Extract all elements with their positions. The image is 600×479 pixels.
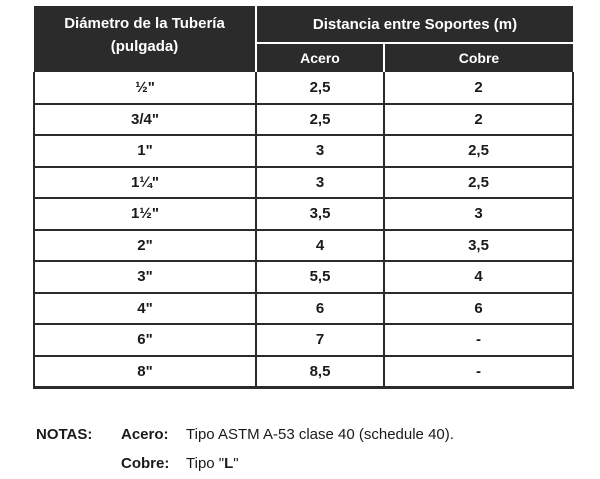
copper-header: Cobre <box>384 43 573 72</box>
notes-steel-key: Acero: <box>121 426 169 443</box>
steel-cell: 8,5 <box>256 356 384 388</box>
notes-steel-value: Tipo ASTM A-53 clase 40 (schedule 40). <box>186 426 454 443</box>
steel-cell: 5,5 <box>256 261 384 293</box>
diameter-header <box>34 6 256 72</box>
steel-cell: 2,5 <box>256 104 384 136</box>
notes-copper-key: Cobre: <box>121 455 170 472</box>
notes-label: NOTAS: <box>36 426 93 443</box>
notes-copper-type: L <box>224 455 234 472</box>
table-row <box>34 230 573 262</box>
diameter-cell: 1" <box>34 135 256 167</box>
copper-cell: 2,5 <box>384 167 573 199</box>
copper-cell: 6 <box>384 293 573 325</box>
steel-header: Acero <box>256 43 384 72</box>
table-row <box>34 104 573 136</box>
copper-cell: - <box>384 324 573 356</box>
diameter-cell: 1½" <box>34 198 256 230</box>
copper-cell: 3,5 <box>384 230 573 262</box>
diameter-cell: 8" <box>34 356 256 388</box>
table-row <box>34 356 573 388</box>
copper-cell: 3 <box>384 198 573 230</box>
table-row <box>34 72 573 104</box>
diameter-cell: ½" <box>34 72 256 104</box>
steel-cell: 3,5 <box>256 198 384 230</box>
notes-copper-value <box>186 455 239 472</box>
pipe-support-table <box>33 6 574 389</box>
table-row <box>34 135 573 167</box>
table-row <box>34 293 573 325</box>
steel-cell: 4 <box>256 230 384 262</box>
table-row <box>34 261 573 293</box>
diameter-cell: 4" <box>34 293 256 325</box>
table-row <box>34 167 573 199</box>
diameter-cell: 3" <box>34 261 256 293</box>
notes-copper-prefix: Tipo " <box>186 455 225 472</box>
copper-cell: 2 <box>384 72 573 104</box>
copper-cell: 4 <box>384 261 573 293</box>
steel-cell: 2,5 <box>256 72 384 104</box>
diameter-cell: 1¼" <box>34 167 256 199</box>
steel-cell: 7 <box>256 324 384 356</box>
steel-cell: 6 <box>256 293 384 325</box>
steel-cell: 3 <box>256 135 384 167</box>
diameter-cell: 6" <box>34 324 256 356</box>
copper-cell: - <box>384 356 573 388</box>
notes-copper-suffix: " <box>233 455 239 472</box>
diameter-header-line1: Diámetro de la Tubería <box>64 15 225 32</box>
distance-header: Distancia entre Soportes (m) <box>256 6 573 43</box>
diameter-header-line2: (pulgada) <box>110 38 179 55</box>
steel-cell: 3 <box>256 167 384 199</box>
copper-cell: 2,5 <box>384 135 573 167</box>
table-row <box>34 198 573 230</box>
diameter-cell: 2" <box>34 230 256 262</box>
diameter-cell: 3/4" <box>34 104 256 136</box>
copper-cell: 2 <box>384 104 573 136</box>
table-row <box>34 324 573 356</box>
